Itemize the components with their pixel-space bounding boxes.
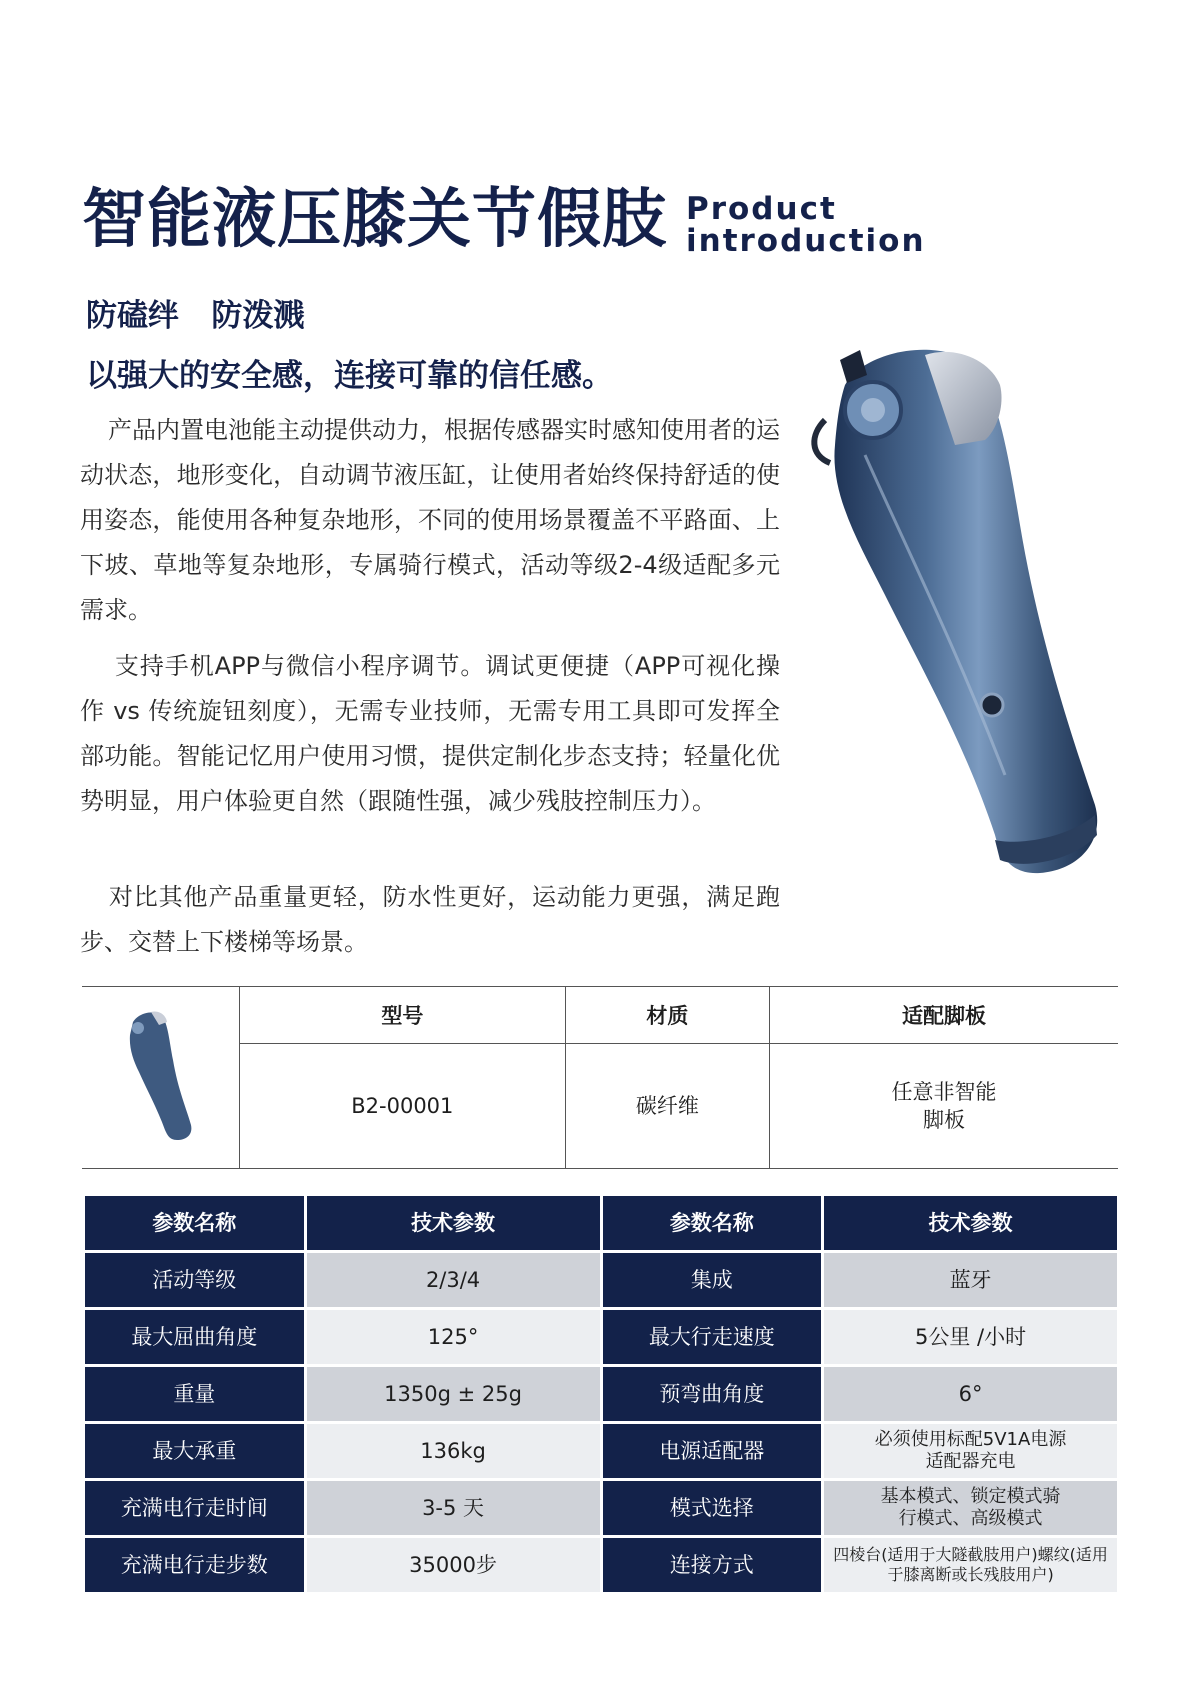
spec-value: 四棱台(适用于大隧截肢用户)螺纹(适用于膝离断或长残肢用户) xyxy=(824,1538,1117,1592)
spec-header-name-2: 参数名称 xyxy=(603,1196,822,1250)
header-foot: 适配脚板 xyxy=(770,987,1118,1044)
table-row xyxy=(85,1481,1117,1535)
product-info-table xyxy=(82,986,1118,1169)
spec-name: 电源适配器 xyxy=(603,1424,822,1478)
spec-value: 125° xyxy=(307,1310,600,1364)
spec-name: 充满电行走时间 xyxy=(85,1481,304,1535)
spec-name: 活动等级 xyxy=(85,1253,304,1307)
page-title: 智能液压膝关节假肢 xyxy=(82,183,667,257)
spec-value: 6° xyxy=(824,1367,1117,1421)
product-hero-image xyxy=(805,345,1125,875)
title-english xyxy=(686,193,926,257)
intro-paragraph-1: 产品内置电池能主动提供动力，根据传感器实时感知使用者的运动状态，地形变化，自动调节液压缸，让使用者始终保持舒适的使用姿态，能使用各种复杂地形，不同的使用场景覆盖不平路面、上下坡、草地等复杂地形，专属骑行模式，活动等级2-4级适配多元需求。 xyxy=(80,416,780,624)
spec-value: 136kg xyxy=(307,1424,600,1478)
spec-name: 模式选择 xyxy=(603,1481,822,1535)
spec-value: 1350g ± 25g xyxy=(307,1367,600,1421)
slogan: 以强大的安全感，连接可靠的信任感。 xyxy=(86,358,613,394)
product-thumbnail xyxy=(82,987,240,1169)
table-row xyxy=(85,1424,1117,1478)
table-row xyxy=(85,1367,1117,1421)
value-foot: 任意非智能脚板 xyxy=(770,1044,1118,1169)
table-row xyxy=(85,1310,1117,1364)
spec-value: 3-5 天 xyxy=(307,1481,600,1535)
spec-value: 基本模式、锁定模式骑行模式、高级模式 xyxy=(824,1481,1117,1535)
spec-name: 连接方式 xyxy=(603,1538,822,1592)
spec-name: 充满电行走步数 xyxy=(85,1538,304,1592)
value-model: B2-00001 xyxy=(240,1044,566,1169)
table-row xyxy=(85,1538,1117,1592)
spec-value: 2/3/4 xyxy=(307,1253,600,1307)
spec-name: 集成 xyxy=(603,1253,822,1307)
spec-header-value-1: 技术参数 xyxy=(307,1196,600,1250)
title-english-line2: introduction xyxy=(686,223,926,259)
intro-paragraph-2: 支持手机APP与微信小程序调节。调试更便捷（APP可视化操作 vs 传统旋钮刻度），无需专业技师，无需专用工具即可发挥全部功能。智能记忆用户使用习惯，提供定制化步态支持；轻量化优势明显，用户体验更自然（跟随性强，减少残肢控制压力）。 xyxy=(80,652,780,815)
spec-name: 最大承重 xyxy=(85,1424,304,1478)
spec-value: 蓝牙 xyxy=(824,1253,1117,1307)
spec-header-value-2: 技术参数 xyxy=(824,1196,1117,1250)
intro-paragraph-3: 对比其他产品重量更轻，防水性更好，运动能力更强，满足跑步、交替上下楼梯等场景。 xyxy=(80,883,780,956)
spec-name: 最大行走速度 xyxy=(603,1310,822,1364)
header-model: 型号 xyxy=(240,987,566,1044)
spec-table xyxy=(82,1193,1120,1595)
feature-tagline: 防磕绊 防泼溅 xyxy=(86,298,305,334)
table-row xyxy=(85,1253,1117,1307)
value-material: 碳纤维 xyxy=(565,1044,769,1169)
title-english-line1: Product xyxy=(686,191,837,227)
spec-value: 35000步 xyxy=(307,1538,600,1592)
header-material: 材质 xyxy=(565,987,769,1044)
spec-name: 最大屈曲角度 xyxy=(85,1310,304,1364)
spec-name: 重量 xyxy=(85,1367,304,1421)
spec-value: 必须使用标配5V1A电源适配器充电 xyxy=(824,1424,1117,1478)
spec-value: 5公里 /小时 xyxy=(824,1310,1117,1364)
spec-header-name-1: 参数名称 xyxy=(85,1196,304,1250)
spec-name: 预弯曲角度 xyxy=(603,1367,822,1421)
product-thumbnail-image xyxy=(121,1010,201,1140)
